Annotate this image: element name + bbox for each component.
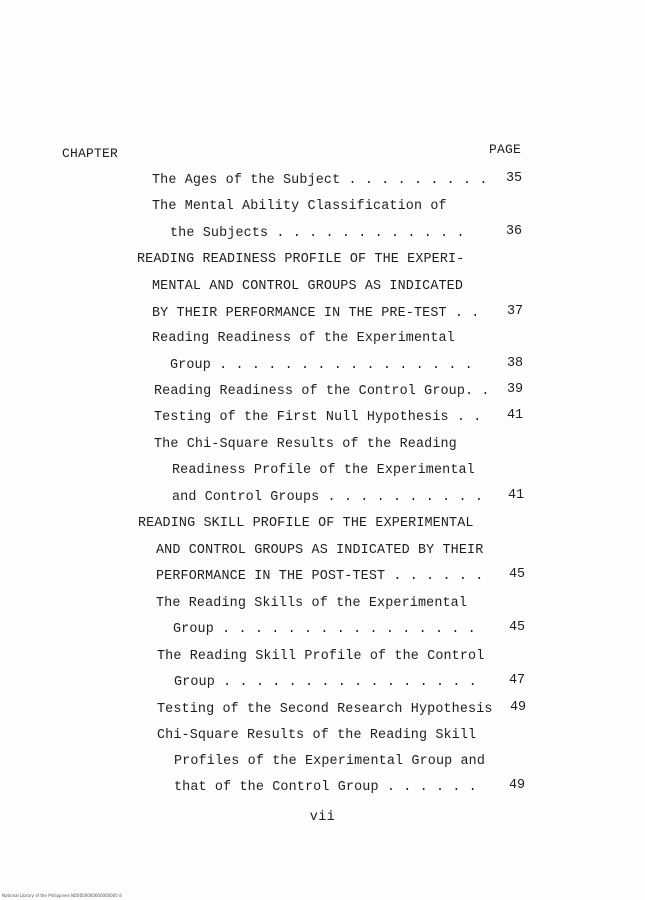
toc-line: The Mental Ability Classification of [152,199,447,214]
toc-line: Chi-Square Results of the Reading Skill [157,728,477,743]
scan-footer: National Library of the Philippines ND0000000000000000 iii [2,893,123,898]
toc-line: The Reading Skill Profile of the Control [157,649,485,664]
page-number: 38 [507,356,524,371]
toc-line: Group . . . . . . . . . . . . . . . . [173,622,476,637]
page-number: 37 [507,304,524,319]
toc-line: The Reading Skills of the Experimental [156,596,468,611]
toc-line: READING SKILL PROFILE OF THE EXPERIMENTAL [138,516,474,531]
page-number: 49 [510,700,527,715]
toc-line: the Subjects . . . . . . . . . . . . [170,226,465,241]
page-number: 49 [509,778,526,793]
toc-line: READING READINESS PROFILE OF THE EXPERI- [137,252,465,267]
page-heading: PAGE [489,142,522,157]
toc-line: Profiles of the Experimental Group and [174,754,486,769]
toc-line: Reading Readiness of the Experimental [152,331,455,346]
toc-line: that of the Control Group . . . . . . [174,780,477,795]
toc-line: Readiness Profile of the Experimental [172,463,475,478]
page-number: 39 [507,382,524,397]
chapter-heading: CHAPTER [62,146,119,161]
toc-line: Testing of the Second Research Hypothesis [157,702,493,717]
toc-line: Group . . . . . . . . . . . . . . . . [174,675,477,690]
page-folio: vii [309,810,336,825]
page-number: 36 [506,224,523,239]
toc-line: AND CONTROL GROUPS AS INDICATED BY THEIR [156,543,484,558]
page-number: 45 [509,567,526,582]
page-number: 41 [507,408,524,423]
page-number: 35 [506,171,523,186]
toc-line: The Ages of the Subject . . . . . . . . . [152,173,488,188]
toc-line: Group . . . . . . . . . . . . . . . . [170,358,473,373]
page-number: 47 [509,673,526,688]
toc-line: Testing of the First Null Hypothesis . . [154,410,482,425]
toc-line: The Chi-Square Results of the Reading [154,437,457,452]
toc-line: Reading Readiness of the Control Group. . [154,384,490,399]
toc-line: BY THEIR PERFORMANCE IN THE PRE-TEST . . [152,306,480,321]
toc-line: and Control Groups . . . . . . . . . . [172,490,484,505]
toc-line: PERFORMANCE IN THE POST-TEST . . . . . . [156,569,484,584]
page-number: 41 [508,488,525,503]
page-number: 45 [509,620,526,635]
toc-line: MENTAL AND CONTROL GROUPS AS INDICATED [152,279,464,294]
